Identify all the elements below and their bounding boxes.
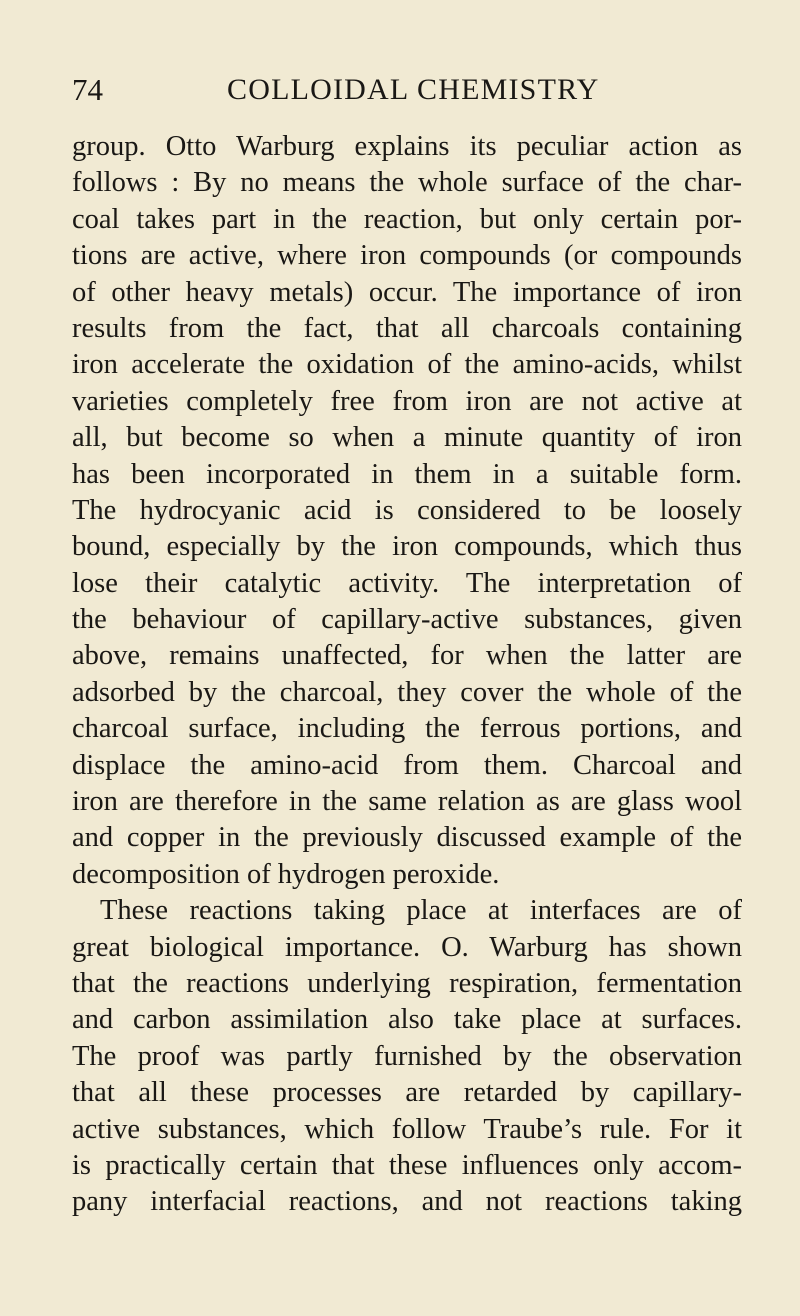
text-line: and carbon assimilation also take place at surfaces. — [72, 1004, 742, 1036]
text-line: iron accelerate the oxidation of the amino-acids, whilst — [72, 349, 742, 381]
running-title: COLLOIDAL CHEMISTRY — [227, 73, 600, 106]
text-line: iron are therefore in the same relation as are glass wool — [72, 786, 742, 818]
text-line: active substances, which follow Traube’s rule. For it — [72, 1113, 742, 1145]
text-line: great biological importance. O. Warburg has shown — [72, 931, 742, 963]
paragraph-end-line: decomposition of hydrogen peroxide. — [72, 858, 500, 890]
text-line: adsorbed by the charcoal, they cover the whole of the — [72, 676, 742, 708]
text-line: above, remains unaffected, for when the latter are — [72, 640, 742, 672]
text-line: and copper in the previously discussed example of the — [72, 822, 742, 854]
text-line: that all these processes are retarded by capillary- — [72, 1077, 742, 1109]
running-head — [72, 70, 732, 110]
text-line: varieties completely free from iron are not active at — [72, 385, 742, 417]
text-line: The proof was partly furnished by the observation — [72, 1040, 742, 1072]
text-line: that the reactions underlying respiration, fermentation — [72, 967, 742, 999]
text-line: displace the amino-acid from them. Charcoal and — [72, 749, 742, 781]
text-line: charcoal surface, including the ferrous portions, and — [72, 713, 742, 745]
text-line: of other heavy metals) occur. The importance of iron — [72, 276, 742, 308]
text-line: is practically certain that these influences only accom- — [72, 1149, 742, 1181]
text-line: has been incorporated in them in a suitable form. — [72, 458, 742, 490]
text-line: bound, especially by the iron compounds, which thus — [72, 531, 742, 563]
body-text — [72, 129, 742, 1221]
text-line: lose their catalytic activity. The interpretation of — [72, 567, 742, 599]
text-line: all, but become so when a minute quantity of iron — [72, 422, 742, 454]
page-number: 74 — [72, 72, 103, 107]
text-line: tions are active, where iron compounds (or compounds — [72, 240, 742, 272]
text-line: The hydrocyanic acid is considered to be loosely — [72, 494, 742, 526]
text-line: coal takes part in the reaction, but only certain por- — [72, 203, 742, 235]
text-line: results from the fact, that all charcoals containing — [72, 312, 742, 344]
paragraph-start-line: These reactions taking place at interfaces are of — [100, 895, 742, 927]
text-line: group. Otto Warburg explains its peculiar action as — [72, 131, 742, 162]
text-line: the behaviour of capillary-active substances, given — [72, 604, 742, 636]
text-line: pany interfacial reactions, and not reactions taking — [72, 1186, 742, 1218]
text-line: follows : By no means the whole surface of the char- — [72, 167, 742, 199]
